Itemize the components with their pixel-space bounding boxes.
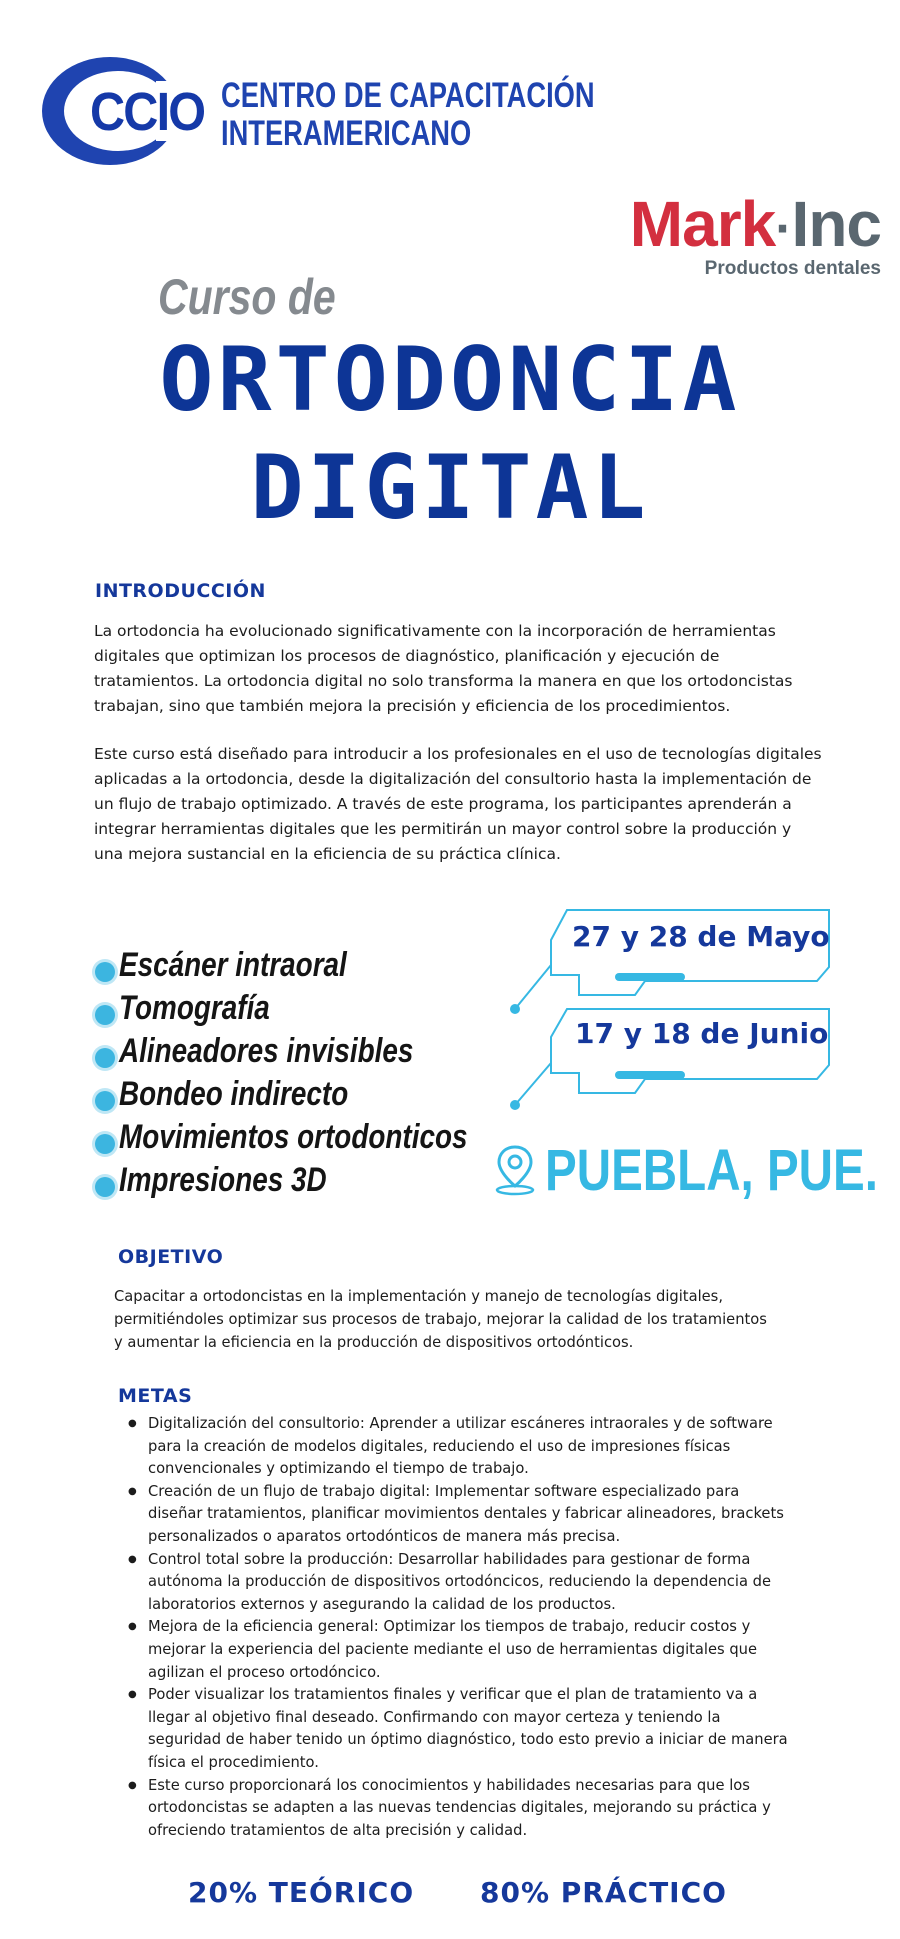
practice-percentage: 80% PRÁCTICO: [480, 1876, 727, 1909]
location: [493, 1137, 900, 1203]
title-line-2: DIGITAL: [250, 436, 650, 539]
bullet-dot-icon: [95, 1048, 115, 1068]
date-1: 27 y 28 de Mayo: [572, 920, 830, 953]
topic-item: [95, 944, 475, 987]
objetivo-heading: OBJETIVO: [118, 1246, 224, 1268]
ccio-logo: [38, 55, 595, 167]
bullet-dot-icon: [95, 1005, 115, 1025]
topics-list: [95, 944, 475, 1202]
mark-inc-logo: [575, 188, 885, 282]
ccio-name-line2: INTERAMERICANO: [221, 114, 472, 153]
bullet-dot-icon: [95, 1134, 115, 1154]
mark-name-part1: Mark: [629, 188, 776, 260]
mark-name-part2: Inc: [791, 188, 881, 260]
metas-heading: METAS: [118, 1385, 193, 1407]
bullet-dot-icon: [95, 962, 115, 982]
title-prefix: Curso de: [158, 269, 336, 325]
metas-list-item: ● Poder visualizar los tratamientos finales y verificar que el plan de tratamiento va a llegar al objetivo final deseado. Confirmando con mayor certeza y teniendo la seguridad de haber tenido un óptimo diagnóstico, todo esto previo a iniciar de manera física el procedimiento.: [128, 1684, 798, 1774]
topic-item: [95, 1030, 475, 1073]
metas-list-item: ● Digitalización del consultorio: Aprender a utilizar escáneres intraorales y de software para la creación de modelos digitales, reduciendo el uso de impresiones físicas convencionales y optimizando el tiempo de trabajo.: [128, 1413, 798, 1481]
topic-label: Alineadores invisibles: [119, 1032, 414, 1070]
topic-item: [95, 1159, 475, 1202]
title-line-1: ORTODONCIA: [159, 328, 741, 431]
metas-list-item: ● Mejora de la eficiencia general: Optimizar los tiempos de trabajo, reducir costos y mejorar la experiencia del paciente mediante el uso de herramientas digitales que agilizan el proceso ortodóncico.: [128, 1616, 798, 1684]
location-pin-icon: [493, 1144, 537, 1196]
objetivo-text: Capacitar a ortodoncistas en la implementación y manejo de tecnologías digitales, permitiéndoles optimizar sus procesos de trabajo, mejorar la calidad de los tratamientos y aumentar la eficiencia en la producción de dispositivos ortodónticos.: [114, 1288, 767, 1351]
ccio-brand: CCIO: [90, 82, 205, 142]
intro-paragraph-1: La ortodoncia ha evolucionado significativamente con la incorporación de herramientas digitales que optimizan los procesos de diagnóstico, planificación y ejecución de tratamientos. La ortodoncia digital no solo transforma la manera en que los ortodoncistas trabajan, sino que también mejora la precisión y eficiencia de los procedimientos.: [94, 622, 793, 715]
intro-paragraph-2: Este curso está diseñado para introducir a los profesionales en el uso de tecnologías digitales aplicadas a la ortodoncia, desde la digitalización del consultorio hasta la implementación de un flujo de trabajo optimizado. A través de este programa, los participantes aprenderán a integrar herramientas digitales que les permitirán un mayor control sobre la producción y una mejora sustancial en la eficiencia de su práctica clínica.: [94, 745, 822, 863]
metas-list-item: ● Este curso proporcionará los conocimientos y habilidades necesarias para que los ortodoncistas se adapten a las nuevas tendencias digitales, mejorando su práctica y ofreciendo tratamientos de alta precisión y calidad.: [128, 1775, 798, 1843]
mark-inc-name: [629, 188, 881, 261]
bullet-dot-icon: [95, 1177, 115, 1197]
topic-label: Tomografía: [119, 989, 270, 1027]
mark-name-dot: ·: [775, 200, 792, 258]
metas-list-item: ● Creación de un flujo de trabajo digital: Implementar software especializado para diseñar tratamientos, planificar movimientos dentales y fabricar alineadores, brackets personalizados o aparatos ortodónticos de manera más precisa.: [128, 1481, 798, 1549]
topic-item: [95, 987, 475, 1030]
topic-item: [95, 1116, 475, 1159]
topic-item: [95, 1073, 475, 1116]
ccio-name-line1: CENTRO DE CAPACITACIÓN: [221, 76, 595, 115]
metas-list: [128, 1413, 798, 1842]
date-2: 17 y 18 de Junio: [575, 1017, 829, 1050]
ccio-name: [221, 77, 595, 153]
topic-label: Movimientos ortodonticos: [119, 1118, 468, 1156]
topic-label: Escáner intraoral: [119, 946, 347, 984]
intro-heading: INTRODUCCIÓN: [95, 580, 266, 602]
topic-label: Impresiones 3D: [119, 1161, 327, 1199]
theory-percentage: 20% TEÓRICO: [188, 1876, 415, 1909]
metas-list-item: ● Control total sobre la producción: Desarrollar habilidades para gestionar de forma autónoma la producción de dispositivos ortodóncicos, reduciendo la dependencia de laboratorios externos y asegurando la calidad de los productos.: [128, 1549, 798, 1617]
mark-inc-subtitle: Productos dentales: [704, 258, 881, 279]
location-text: PUEBLA, PUE.: [545, 1137, 878, 1203]
topic-label: Bondeo indirecto: [119, 1075, 349, 1113]
bullet-dot-icon: [95, 1091, 115, 1111]
